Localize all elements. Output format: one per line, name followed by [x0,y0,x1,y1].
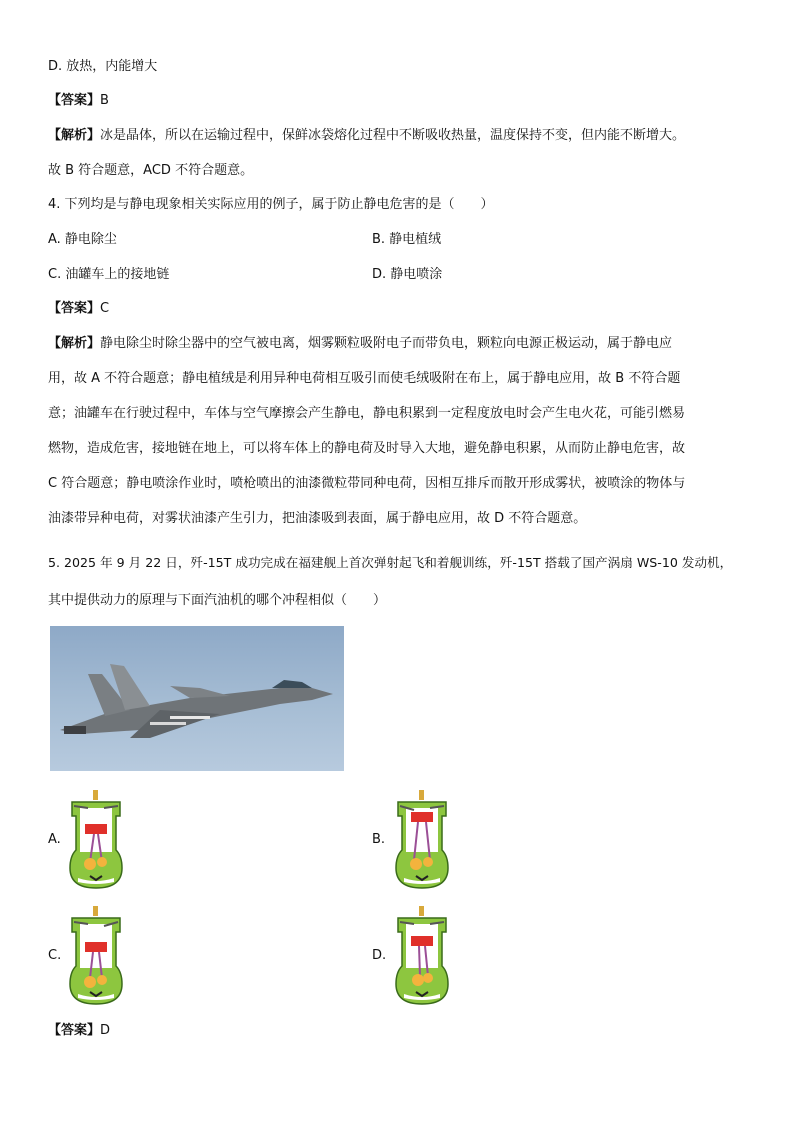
analysis-text: 冰是晶体，所以在运输过程中，保鲜冰袋熔化过程中不断吸收热量，温度保持不变，但内能不断增大。 [100,128,686,143]
q5-option-d-label: D. [372,948,387,963]
crankshaft-icon [84,858,96,870]
engine-diagram-a [66,790,126,890]
q4-analysis-line-5: C 符合题意；静电喷涂作业时，喷枪喷出的油漆微粒带同种电荷，因相互排斥而散开形成雾状，被喷涂的物体与 [48,476,686,491]
piston-icon [411,936,433,946]
crankshaft-icon [410,858,422,870]
spark-plug-icon [93,790,98,800]
analysis-text: 静电除尘时除尘器中的空气被电离，烟雾颗粒吸附电子而带负电，颗粒向电源正极运动，属于静电应 [100,336,673,351]
q4-option-d: D. 静电喷涂 [372,267,443,282]
q4-option-b: B. 静电植绒 [372,232,442,247]
fighter-jet-illustration [50,626,344,771]
answer-value: C [100,301,110,316]
q5-option-c-label: C. [48,948,62,963]
q3-option-d: D. 放热，内能增大 [48,59,158,74]
q4-analysis-line-2: 用，故 A 不符合题意；静电植绒是利用异种电荷相互吸引而使毛绒吸附在布上，属于静电应用，故 B 不符合题 [48,371,681,386]
piston-icon [85,824,107,834]
q4-analysis-line-3: 意；油罐车在行驶过程中，车体与空气摩擦会产生静电，静电积累到一定程度放电时会产生电火花，可能引燃易 [48,406,686,421]
q3-analysis-line-1 [48,127,685,145]
crankshaft-icon [84,976,96,988]
answer-tag: 【答案】 [48,1023,101,1038]
q5-answer [48,1022,110,1040]
q5-stem-line-2: 其中提供动力的原理与下面汽油机的哪个冲程相似（ ） [48,593,387,608]
q4-analysis-line-4: 燃物，造成危害，接地链在地上，可以将车体上的静电荷及时导入大地，避免静电积累，从而防止静电危害，故 [48,441,686,456]
q5-option-a-label: A. [48,832,61,847]
q4-analysis-line-6: 油漆带异种电荷，对雾状油漆产生引力，把油漆吸到表面，属于静电应用，故 D 不符合题意。 [48,511,587,526]
q4-answer [48,300,109,318]
analysis-tag: 【解析】 [48,336,101,351]
answer-tag: 【答案】 [48,93,101,108]
engine-diagram-c [66,906,126,1006]
spark-plug-icon [419,906,424,916]
fighter-jet-photo [50,626,344,771]
piston-icon [85,942,107,952]
q4-option-c: C. 油罐车上的接地链 [48,267,170,282]
q4-stem: 4. 下列均是与静电现象相关实际应用的例子，属于防止静电危害的是（ ） [48,197,494,212]
answer-value: D [100,1023,111,1038]
answer-value: B [100,93,109,108]
q4-analysis-line-1 [48,335,672,353]
answer-tag: 【答案】 [48,301,101,316]
spark-plug-icon [419,790,424,800]
spark-plug-icon [93,906,98,916]
engine-diagram-d [392,906,452,1006]
q3-analysis-line-2: 故 B 符合题意，ACD 不符合题意。 [48,163,254,178]
analysis-tag: 【解析】 [48,128,101,143]
engine-diagram-b [392,790,452,890]
connecting-rod-icon [419,946,420,976]
q4-option-a: A. 静电除尘 [48,232,117,247]
q5-option-b-label: B. [372,832,386,847]
crankshaft-icon [412,974,424,986]
q5-stem-line-1: 5. 2025 年 9 月 22 日，歼-15T 成功完成在福建舰上首次弹射起飞和着舰训练，歼-15T 搭载了国产涡扇 WS-10 发动机， [48,555,733,570]
piston-icon [411,812,433,822]
q3-answer [48,92,109,110]
